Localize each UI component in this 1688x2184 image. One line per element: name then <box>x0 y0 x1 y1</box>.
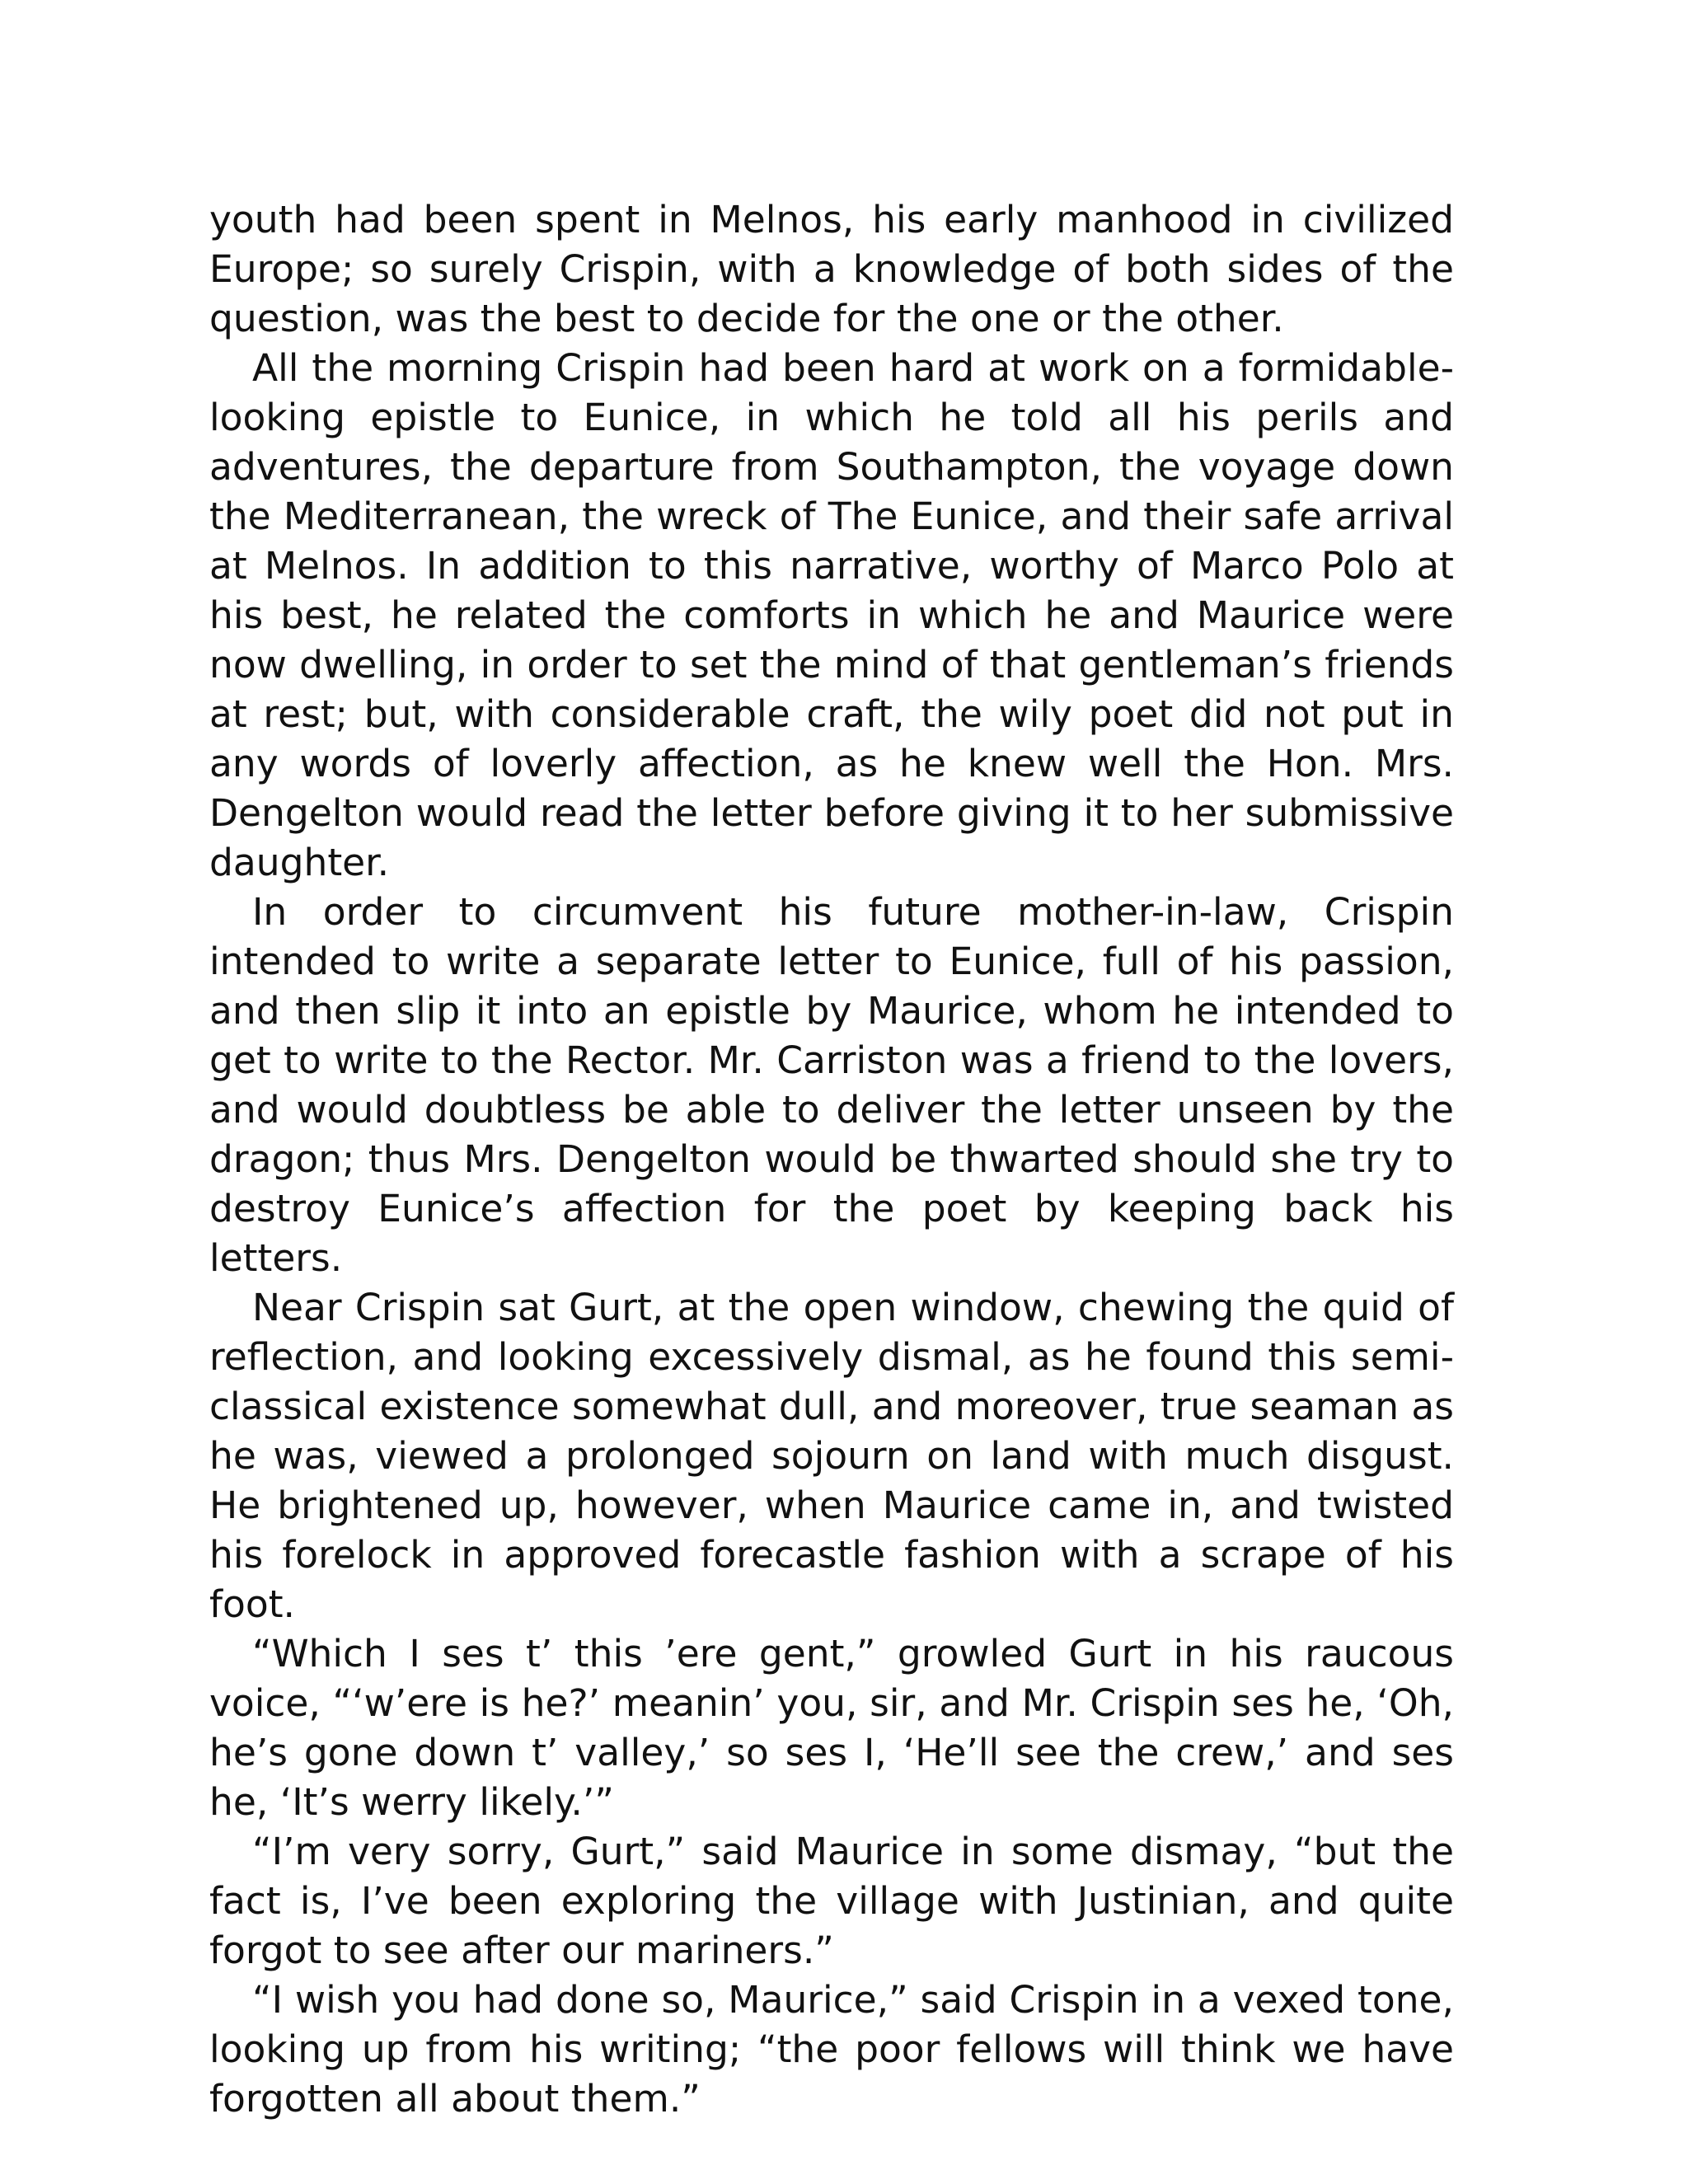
paragraph-2: All the morning Crispin had been hard at work on a formidable-looking epistle to Eunice, in which he told all his perils and adventures, the departure from Southampton, the voyage down the Mediterranean, the wreck of The Eunice, and their safe arrival at Melnos. In addition to this narrative, worthy of Marco Polo at his best, he related the comforts in which he and Maurice were now dwelling, in order to set the mind of that gentleman’s friends at rest; but, with considerable craft, the wily poet did not put in any words of loverly affection, as he knew well the Hon. Mrs. Dengelton would read the letter before giving it to her submissive daughter. <box>209 346 1454 884</box>
page-body <box>209 195 1454 2124</box>
paragraph-6: “I’m very sorry, Gurt,” said Maurice in some dismay, “but the fact is, I’ve been exploring the village with Justinian, and quite forgot to see after our mariners.” <box>209 1830 1454 1972</box>
paragraph-5: “Which I ses t’ this ’ere gent,” growled Gurt in his raucous voice, “‘w’ere is he?’ meanin’ you, sir, and Mr. Crispin ses he, ‘Oh, he’s gone down t’ valley,’ so ses I, ‘He’ll see the crew,’ and ses he, ‘It’s werry likely.’” <box>209 1632 1454 1824</box>
paragraph-1: youth had been spent in Melnos, his early manhood in civilized Europe; so surely Crispin, with a knowledge of both sides of the question, was the best to decide for the one or the other. <box>209 198 1454 340</box>
paragraph-3: In order to circumvent his future mother-in-law, Crispin intended to write a separate letter to Eunice, full of his passion, and then slip it into an epistle by Maurice, whom he intended to get to write to the Rector. Mr. Carriston was a friend to the lovers, and would doubtless be able to deliver the letter unseen by the dragon; thus Mrs. Dengelton would be thwarted should she try to destroy Eunice’s affection for the poet by keeping back his letters. <box>209 890 1454 1280</box>
paragraph-4: Near Crispin sat Gurt, at the open window, chewing the quid of reflection, and looking excessively dismal, as he found this semi-classical existence somewhat dull, and moreover, true seaman as he was, viewed a prolonged sojourn on land with much disgust. He brightened up, however, when Maurice came in, and twisted his forelock in approved forecastle fashion with a scrape of his foot. <box>209 1286 1454 1626</box>
paragraph-7: “I wish you had done so, Maurice,” said Crispin in a vexed tone, looking up from his writing; “the poor fellows will think we have forgotten all about them.” <box>209 1978 1454 2121</box>
